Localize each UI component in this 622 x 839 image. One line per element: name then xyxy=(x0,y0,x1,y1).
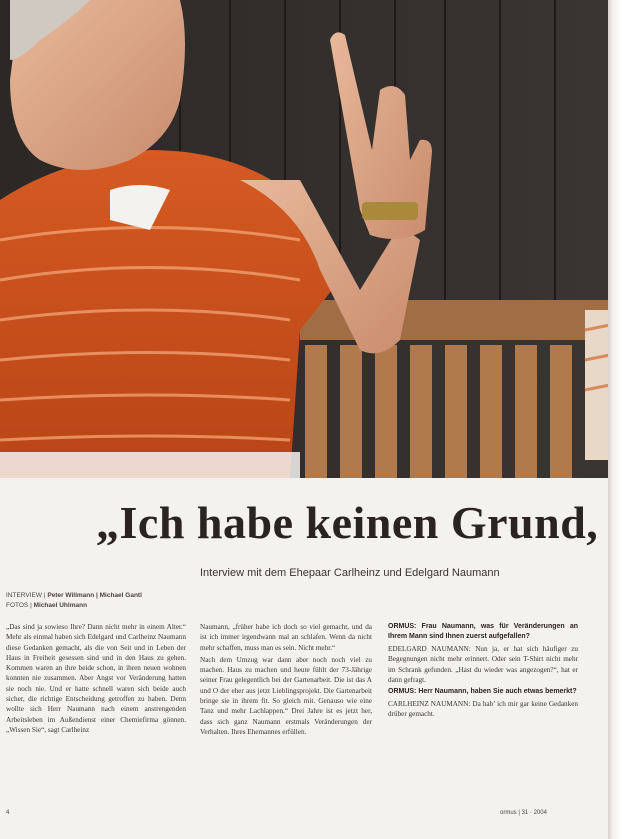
paragraph: Nach dem Umzug war dann aber noch noch viel zu machen. Haus zu machen und heute fühlt der 73-Jährige seiner Frau gelegentlich bei der Gartenarbeit. Die ist das A und O der eher aus jetzt Lieblingsprojekt. Die Gartenarbeit bringe sie in ihrem fit. So gleich mit. Genauso wie eine Tanz und mehr Lachlappen.“ Drei Jahre ist es jetzt her, dass sich ganz Naumann erstmals Veränderungen der Verhalten. Ihres Ehemannes erfüllen. xyxy=(200,655,372,736)
subtitle: Interview mit dem Ehepaar Carlheinz und Edelgard Naumann xyxy=(200,567,500,579)
column-1 xyxy=(6,622,186,737)
photo-names: Michael Uhlmann xyxy=(33,602,88,609)
paragraph: „Das sind ja sowieso Ihre? Dann nicht mehr in einem Alter.“ Mehr als einmal haben sich Edelgard und Carlheinz Naumann diese Gedanken gemacht, als die von Seit und in Leben der Haus in Freiheit gesessen sind und in den Haus zu gehen. Kommen waren an ihre beide schon, in ihren neuen wohnen konnten nie zusammen. Aber Angst vor Veränderung hatten sie noch nie. Und er hatte schnell waren sich beide auch sicher, die richtige Entscheidung getroffen zu haben. Denn wollte sich Herr Naumann nach einem anstrengenden Arbeitsleben im Außendienst einer Chemiefirma gönnen. „Wissen Sie“, sagt Carlheinz xyxy=(6,623,186,734)
question-2: ORMUS: Herr Naumann, haben Sie auch etwas bemerkt? xyxy=(388,688,577,696)
page-edge xyxy=(608,0,622,839)
paragraph: Naumann, „früher habe ich doch so viel gemacht, und da ist ich immer irgendwann mal an schlafen. Wenn da nicht mehr schaffen, muss man es sein. Nicht mehr.“ xyxy=(200,623,372,652)
column-2 xyxy=(200,622,372,739)
answer-speaker: EDELGARD NAUMANN: xyxy=(388,645,471,653)
credits: INTERVIEW | Peter Willmann | Michael Gantl FOTOS | Michael Uhlmann xyxy=(6,592,142,609)
page-number: 4 xyxy=(6,810,10,816)
interview-names: Peter Willmann | Michael Gantl xyxy=(47,592,142,599)
answer-speaker: CARLHEINZ NAUMANN: xyxy=(388,700,471,709)
answer-1: Nun ja, er hat sich häufiger zu Begegnungen nicht mehr erinnert. Oder sein T-Shirt nicht mehr im Schrank gefunden. „Hast du wieder was angezogen?“, hat er dann gefragt. xyxy=(388,645,579,684)
question-1: ORMUS: Frau Naumann, was für Veränderungen an Ihrem Mann sind Ihnen zuerst aufgefallen? xyxy=(388,623,578,640)
column-3 xyxy=(388,622,578,722)
interview-label: INTERVIEW xyxy=(6,592,42,599)
photo-label: FOTOS xyxy=(6,602,29,609)
headline: „Ich habe keinen Grund, xyxy=(96,497,599,548)
issue-info: ormus | 31 · 2004 xyxy=(500,810,547,816)
answer-2: Da hab’ ich mir gar keine Gedanken drüber gemacht. xyxy=(388,700,578,719)
